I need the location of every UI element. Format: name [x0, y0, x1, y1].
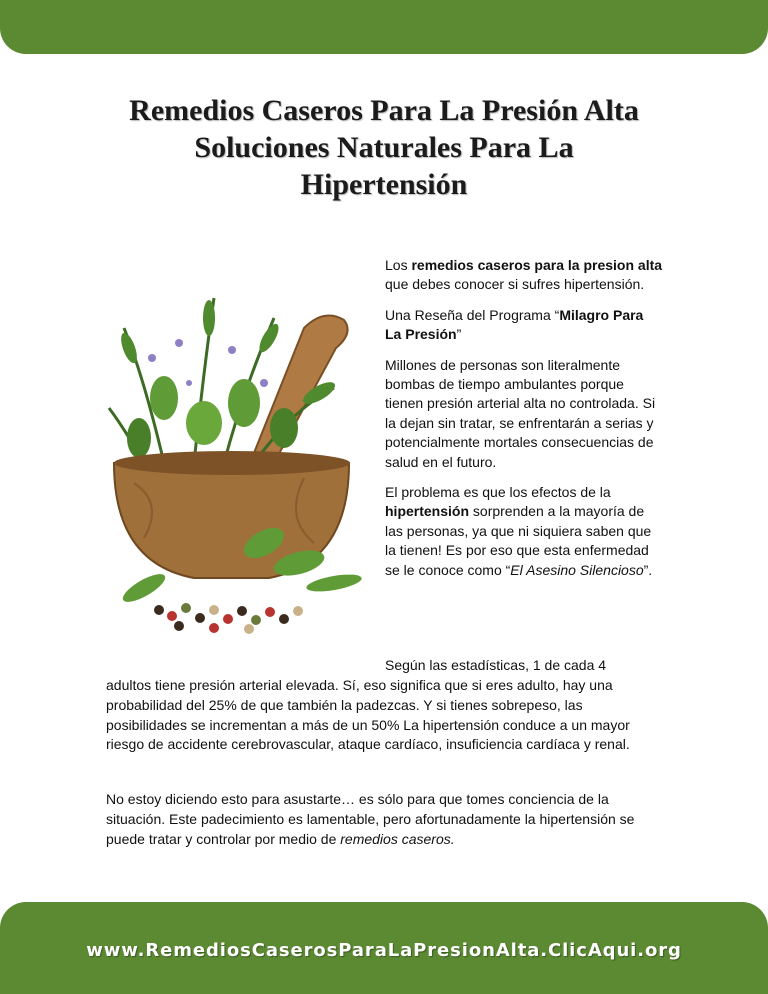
closing-paragraph — [106, 790, 666, 849]
millions-paragraph: Millones de personas son literalmente bombas de tiempo ambulantes porque tienen presión arterial alta no controlada. Si la dejan sin tratar, se enfrentarán a serias y potencialmente mortales consecuencias de salud en el futuro. — [385, 356, 656, 470]
article-intro-column — [385, 256, 663, 591]
closing-text — [106, 790, 666, 849]
silent-killer-term: El Asesino Silencioso — [510, 561, 644, 578]
problem-text: El problema es que los efectos de la — [385, 484, 611, 501]
title-line-1: Remedios Caseros Para La Presión Alta — [129, 94, 639, 127]
herbs-mortar-image — [104, 288, 376, 636]
hypertension-keyword: hipertensión — [385, 503, 470, 520]
review-paragraph — [385, 306, 663, 345]
closing-text-main: No estoy diciendo esto para asustarte… es sólo para que tomes conciencia de la situación. Este padecimiento es lamentable, pero afortunadamente la hipertensión se puede tratar y controlar por medio de — [106, 791, 635, 847]
intro-text-end: que debes conocer si sufres hipertensión. — [385, 276, 645, 293]
home-remedies-term: remedios caseros. — [340, 830, 455, 847]
stats-first-line: Según las estadísticas, 1 de cada 4 — [385, 657, 607, 673]
stats-paragraph — [106, 676, 666, 755]
intro-bold-keyword: remedios caseros para la presion alta — [411, 257, 663, 273]
review-text: Una Reseña del Programa “ — [385, 306, 560, 323]
review-text-end: ” — [456, 326, 462, 343]
stats-text: adultos tiene presión arterial elevada. Sí, eso significa que si eres adulto, hay una probabilidad del 25% de que también la padezcas. Y si tienes sobrepeso, las posibilidades se incrementan a más de un 50% La hipertensión conduce a un mayor riesgo de accidente cerebrovascular, ataque cardíaco, insuficiencia cardíaca y renal. — [106, 677, 630, 753]
intro-text: Los — [385, 257, 412, 273]
title-line-2: Soluciones Naturales Para La — [194, 131, 574, 164]
intro-paragraph — [385, 256, 663, 295]
program-name: Milagro Para La Presión — [385, 306, 644, 343]
title-line-3: Hipertensión — [300, 168, 468, 201]
top-band — [0, 0, 768, 54]
problem-paragraph — [385, 483, 663, 580]
problem-text-mid: sorprenden a la mayoría de las personas, ya que ni siquiera saben que la tienen! Es por eso que esta enfermedad se le conoce como “ — [385, 503, 652, 578]
footer-website-link[interactable]: www.RemediosCaserosParaLaPresionAlta.ClicAqui.org — [86, 940, 682, 961]
problem-text-end: ”. — [643, 561, 653, 578]
page-title — [90, 92, 678, 203]
